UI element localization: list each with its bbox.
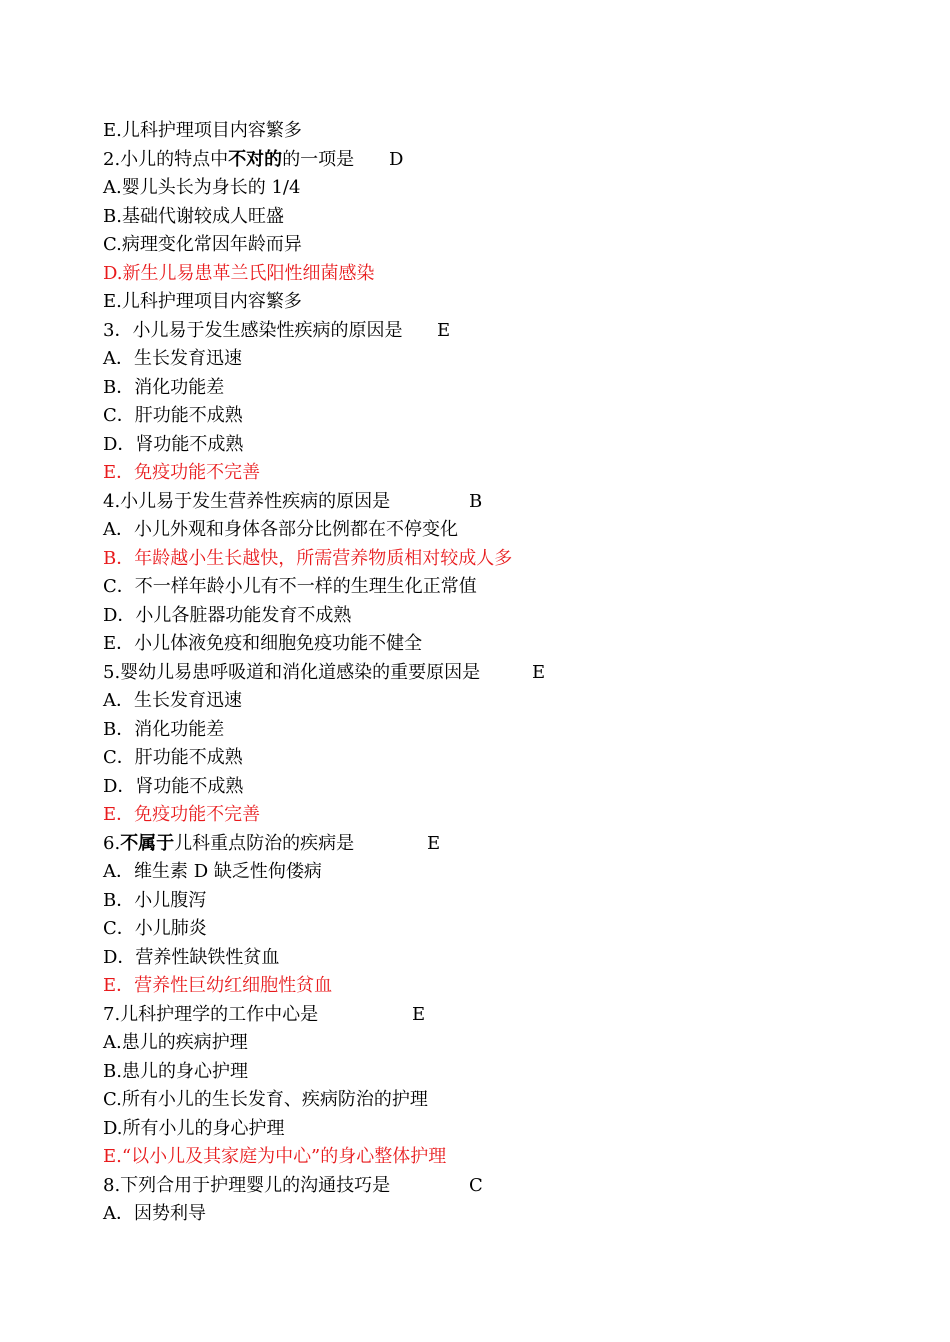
- option-line: A．小儿外观和身体各部分比例都在不停变化: [103, 519, 458, 540]
- answer-key: B: [469, 491, 483, 512]
- correct-option-line: E．免疫功能不完善: [103, 804, 261, 825]
- option-line: C.所有小儿的生长发育、疾病防治的护理: [103, 1089, 428, 1110]
- question-line: 7.儿科护理学的工作中心是 E: [103, 1001, 318, 1029]
- option-line: C．小儿肺炎: [103, 918, 207, 939]
- answer-key: E: [412, 1004, 426, 1025]
- option-line: A.婴儿头长为身长的 1/4: [103, 177, 301, 198]
- option-line: B.患儿的身心护理: [103, 1061, 248, 1082]
- correct-option-line: E．免疫功能不完善: [103, 462, 261, 483]
- option-line: E.儿科护理项目内容繁多: [103, 291, 302, 312]
- question-line: 6.不属于儿科重点防治的疾病是 E: [103, 830, 354, 858]
- option-line: B．消化功能差: [103, 719, 225, 740]
- option-line: D．肾功能不成熟: [103, 776, 244, 797]
- option-line: B．小儿腹泻: [103, 890, 207, 911]
- answer-key: C: [469, 1175, 483, 1196]
- option-line: A．生长发育迅速: [103, 690, 242, 711]
- option-line: B．消化功能差: [103, 377, 225, 398]
- option-line: D．营养性缺铁性贫血: [103, 947, 280, 968]
- question-line: 2.小儿的特点中不对的的一项是 D: [103, 146, 354, 174]
- option-line: C.病理变化常因年龄而异: [103, 234, 302, 255]
- option-line: D．肾功能不成熟: [103, 434, 244, 455]
- option-line: D．小儿各脏器功能发育不成熟: [103, 605, 352, 626]
- option-line: E.儿科护理项目内容繁多: [103, 120, 302, 141]
- question-line: 5.婴幼儿易患呼吸道和消化道感染的重要原因是 E: [103, 659, 480, 687]
- correct-option-line: E.“以小儿及其家庭为中心”的身心整体护理: [103, 1146, 447, 1167]
- emphasis-text: 不对的: [228, 149, 283, 170]
- question-line: 8.下列合用于护理婴儿的沟通技巧是 C: [103, 1172, 390, 1200]
- question-line: 3．小儿易于发生感染性疾病的原因是 E: [103, 317, 402, 345]
- emphasis-text: 不属于: [120, 833, 175, 854]
- option-line: A．维生素 D 缺乏性佝偻病: [103, 861, 322, 882]
- answer-key: D: [389, 149, 404, 170]
- answer-key: E: [437, 320, 451, 341]
- option-line: E．小儿体液免疫和细胞免疫功能不健全: [103, 633, 423, 654]
- option-line: A．生长发育迅速: [103, 348, 242, 369]
- correct-option-line: D.新生儿易患革兰氏阳性细菌感染: [103, 263, 375, 284]
- option-line: C．肝功能不成熟: [103, 405, 243, 426]
- option-line: D.所有小儿的身心护理: [103, 1118, 285, 1139]
- question-line: 4.小儿易于发生营养性疾病的原因是 B: [103, 488, 390, 516]
- correct-option-line: E．营养性巨幼红细胞性贫血: [103, 975, 333, 996]
- option-line: B.基础代谢较成人旺盛: [103, 206, 284, 227]
- answer-key: E: [532, 662, 546, 683]
- option-line: C．肝功能不成熟: [103, 747, 243, 768]
- option-line: A.患儿的疾病护理: [103, 1032, 248, 1053]
- correct-option-line: B．年龄越小生长越快，所需营养物质相对较成人多: [103, 548, 513, 569]
- option-line: C．不一样年龄小儿有不一样的生理生化正常值: [103, 576, 477, 597]
- option-line: A．因势利导: [103, 1203, 206, 1224]
- answer-key: E: [427, 833, 441, 854]
